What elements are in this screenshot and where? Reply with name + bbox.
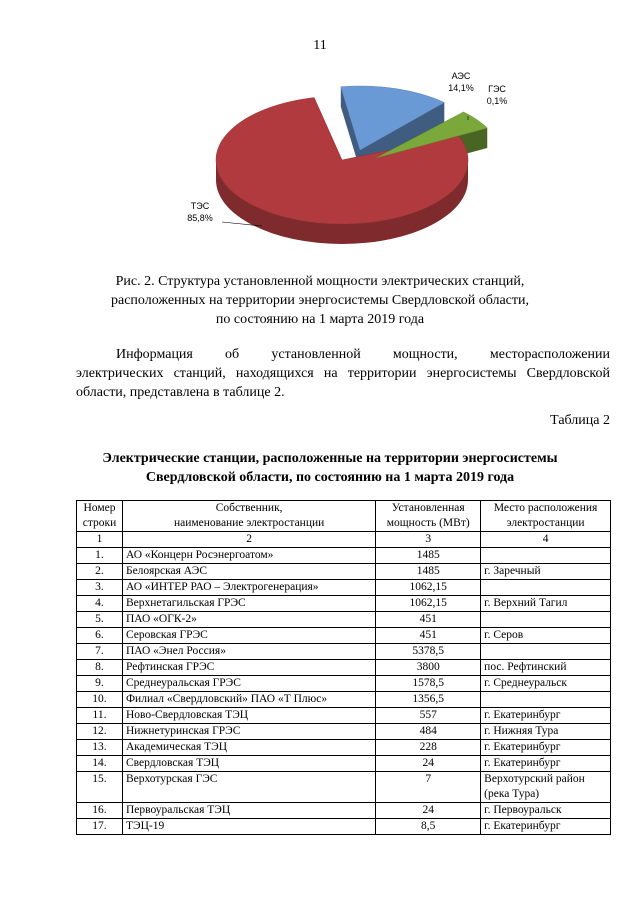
table-row bbox=[77, 756, 611, 772]
row-number-cell: 16. bbox=[77, 803, 123, 819]
place-cell: г. Екатеринбург bbox=[481, 756, 611, 772]
station-name-cell: ПАО «ОГК-2» bbox=[122, 612, 375, 628]
station-name-cell: Ново-Свердловская ТЭЦ bbox=[122, 708, 375, 724]
table-row bbox=[77, 740, 611, 756]
power-cell: 228 bbox=[376, 740, 481, 756]
table-row bbox=[77, 772, 611, 803]
power-cell: 1485 bbox=[376, 548, 481, 564]
table-row bbox=[77, 628, 611, 644]
table-label: Таблица 2 bbox=[550, 413, 610, 428]
place-cell bbox=[481, 548, 611, 564]
row-number-cell: 7. bbox=[77, 644, 123, 660]
power-cell: 24 bbox=[376, 756, 481, 772]
station-name-cell: АО «ИНТЕР РАО – Электрогенерация» bbox=[122, 580, 375, 596]
row-number-cell: 2. bbox=[77, 564, 123, 580]
power-cell: 557 bbox=[376, 708, 481, 724]
page-number: 11 bbox=[313, 38, 327, 53]
place-cell: г. Екатеринбург bbox=[481, 819, 611, 835]
table-row bbox=[77, 644, 611, 660]
station-name-cell: Свердловская ТЭЦ bbox=[122, 756, 375, 772]
table-row bbox=[77, 692, 611, 708]
row-number-cell: 13. bbox=[77, 740, 123, 756]
place-cell bbox=[481, 580, 611, 596]
station-name-cell: Рефтинская ГРЭС bbox=[122, 660, 375, 676]
place-cell: г. Екатеринбург bbox=[481, 740, 611, 756]
table-header-row bbox=[77, 501, 611, 532]
caption-line: Рис. 2. Структура установленной мощности электрических станций, bbox=[115, 274, 525, 289]
header-owner: Собственник, наименование электростанции bbox=[122, 501, 375, 532]
figure-caption bbox=[60, 272, 580, 329]
station-name-cell: Академическая ТЭЦ bbox=[122, 740, 375, 756]
row-number-cell: 6. bbox=[77, 628, 123, 644]
table-title-line: Свердловской области, по состоянию на 1 марта 2019 года bbox=[145, 470, 515, 485]
power-cell: 24 bbox=[376, 803, 481, 819]
place-cell bbox=[481, 612, 611, 628]
place-cell: г. Верхний Тагил bbox=[481, 596, 611, 612]
pie-chart bbox=[0, 60, 640, 265]
caption-line: расположенных на территории энергосистемы Свердловской области, bbox=[110, 293, 530, 308]
row-number-cell: 14. bbox=[77, 756, 123, 772]
place-cell: Верхотурский район (река Тура) bbox=[481, 772, 611, 803]
station-name-cell: ПАО «Энел Россия» bbox=[122, 644, 375, 660]
row-number-cell: 11. bbox=[77, 708, 123, 724]
row-number-cell: 9. bbox=[77, 676, 123, 692]
station-name-cell: Верхнетагильская ГРЭС bbox=[122, 596, 375, 612]
place-cell: г. Заречный bbox=[481, 564, 611, 580]
place-cell: г. Екатеринбург bbox=[481, 708, 611, 724]
table-title-line: Электрические станции, расположенные на территории энергосистемы bbox=[102, 451, 558, 466]
table-row bbox=[77, 548, 611, 564]
place-cell bbox=[481, 692, 611, 708]
index-cell: 3 bbox=[376, 532, 481, 548]
table-row bbox=[77, 564, 611, 580]
power-cell: 1578,5 bbox=[376, 676, 481, 692]
place-cell: г. Среднеуральск bbox=[481, 676, 611, 692]
slice-label-ges: ГЭС bbox=[488, 84, 506, 94]
power-cell: 451 bbox=[376, 612, 481, 628]
place-cell: пос. Рефтинский bbox=[481, 660, 611, 676]
table-row bbox=[77, 660, 611, 676]
row-number-cell: 10. bbox=[77, 692, 123, 708]
paragraph-first-line: Информация об установленной мощности, месторасположении bbox=[116, 347, 610, 362]
body-paragraph bbox=[76, 345, 610, 402]
station-name-cell: Белоярская АЭС bbox=[122, 564, 375, 580]
station-name-cell: Серовская ГРЭС bbox=[122, 628, 375, 644]
place-cell bbox=[481, 644, 611, 660]
power-cell: 3800 bbox=[376, 660, 481, 676]
row-number-cell: 12. bbox=[77, 724, 123, 740]
index-cell: 2 bbox=[122, 532, 375, 548]
row-number-cell: 15. bbox=[77, 772, 123, 803]
index-cell: 1 bbox=[77, 532, 123, 548]
paragraph-rest: электрических станций, находящихся на территории энергосистемы Свердловской области, представлена в таблице 2. bbox=[76, 366, 610, 400]
table-row bbox=[77, 708, 611, 724]
power-cell: 1485 bbox=[376, 564, 481, 580]
power-cell: 451 bbox=[376, 628, 481, 644]
slice-value-tes: 85,8% bbox=[187, 213, 213, 223]
stations-table bbox=[76, 500, 611, 835]
row-number-cell: 4. bbox=[77, 596, 123, 612]
table-row bbox=[77, 612, 611, 628]
table-title bbox=[60, 449, 600, 487]
slice-label-aes: АЭС bbox=[451, 71, 471, 81]
header-number: Номер строки bbox=[77, 501, 123, 532]
power-cell: 5378,5 bbox=[376, 644, 481, 660]
place-cell: г. Нижняя Тура bbox=[481, 724, 611, 740]
table-row bbox=[77, 803, 611, 819]
row-number-cell: 8. bbox=[77, 660, 123, 676]
table-index-row bbox=[77, 532, 611, 548]
table-row bbox=[77, 580, 611, 596]
table-row bbox=[77, 819, 611, 835]
row-number-cell: 17. bbox=[77, 819, 123, 835]
power-cell: 8,5 bbox=[376, 819, 481, 835]
table-body bbox=[77, 548, 611, 835]
station-name-cell: Верхотурская ГЭС bbox=[122, 772, 375, 803]
power-cell: 7 bbox=[376, 772, 481, 803]
power-cell: 1062,15 bbox=[376, 596, 481, 612]
slice-label-tes: ТЭС bbox=[190, 201, 210, 211]
caption-line: по состоянию на 1 марта 2019 года bbox=[215, 312, 425, 327]
table-row bbox=[77, 676, 611, 692]
power-cell: 1062,15 bbox=[376, 580, 481, 596]
row-number-cell: 1. bbox=[77, 548, 123, 564]
power-cell: 484 bbox=[376, 724, 481, 740]
row-number-cell: 5. bbox=[77, 612, 123, 628]
station-name-cell: ТЭЦ-19 bbox=[122, 819, 375, 835]
index-cell: 4 bbox=[481, 532, 611, 548]
slice-value-ges: 0,1% bbox=[486, 96, 508, 106]
table-row bbox=[77, 724, 611, 740]
slice-value-aes: 14,1% bbox=[448, 83, 474, 93]
table-row bbox=[77, 596, 611, 612]
power-cell: 1356,5 bbox=[376, 692, 481, 708]
row-number-cell: 3. bbox=[77, 580, 123, 596]
header-power: Установленная мощность (МВт) bbox=[376, 501, 481, 532]
header-place: Место расположения электростанции bbox=[481, 501, 611, 532]
station-name-cell: Нижнетуринская ГРЭС bbox=[122, 724, 375, 740]
station-name-cell: АО «Концерн Росэнергоатом» bbox=[122, 548, 375, 564]
place-cell: г. Серов bbox=[481, 628, 611, 644]
station-name-cell: Первоуральская ТЭЦ bbox=[122, 803, 375, 819]
station-name-cell: Филиал «Свердловский» ПАО «Т Плюс» bbox=[122, 692, 375, 708]
station-name-cell: Среднеуральская ГРЭС bbox=[122, 676, 375, 692]
place-cell: г. Первоуральск bbox=[481, 803, 611, 819]
